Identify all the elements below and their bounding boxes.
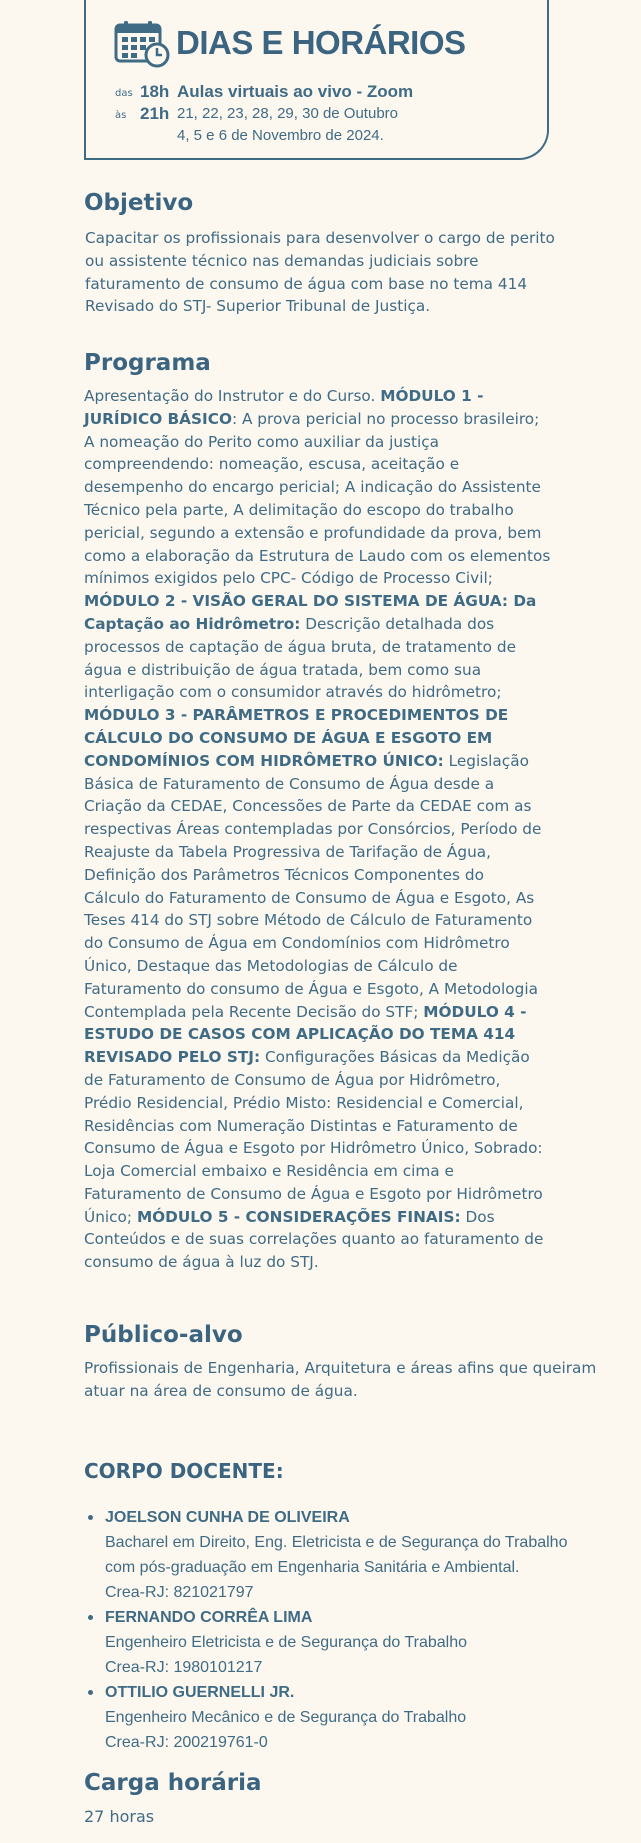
programa-line (84, 864, 550, 887)
programa-run: Criação da CEDAE, Concessões de Parte da CEDAE com as (84, 797, 532, 816)
programa-run: Configurações Básicas da Medição (260, 1048, 530, 1067)
docente-name: OTTILIO GUERNELLI JR. (105, 1684, 295, 1701)
bullet-icon (88, 1690, 93, 1695)
programa-line (84, 431, 550, 454)
programa-bold-run: ESTUDO DE CASOS COM APLICAÇÃO DO TEMA 414 (84, 1025, 516, 1044)
programa-run: Faturamento do consumo de Água e Esgoto, A Metodologia (84, 979, 538, 998)
programa-run: do Consumo de Água em Condomínios com Hidrômetro (84, 934, 510, 953)
docentes-list (84, 1505, 624, 1755)
programa-run: Dos (460, 1207, 495, 1226)
carga-heading: Carga horária (84, 1770, 262, 1796)
programa-run: mínimos exigidos pelo CPC- Código de Processo Civil; (84, 569, 493, 588)
programa-run: Contemplada pela Recente Decisão do STF; (84, 1002, 424, 1021)
programa-line (84, 1251, 550, 1274)
objetivo-line: Capacitar os profissionais para desenvolver o cargo de perito (85, 229, 555, 247)
programa-line (84, 1206, 550, 1229)
programa-run: Loja Comercial embaixo e Residência em cima e (84, 1162, 454, 1181)
programa-run: Reajuste da Tabela Progressiva de Tarifação de Água, (84, 842, 492, 861)
programa-run: consumo de água à luz do STJ. (84, 1253, 319, 1272)
programa-line (84, 1115, 550, 1138)
programa-line (84, 887, 550, 910)
publico-text (84, 1357, 596, 1403)
list-item (84, 1605, 624, 1680)
schedule-subtitle: Aulas virtuais ao vivo - Zoom (177, 82, 414, 101)
to-hour: 21h (140, 104, 170, 123)
programa-line (84, 453, 550, 476)
programa-run: Cálculo do Faturamento de Consumo de Água e Esgoto, As (84, 888, 535, 907)
programa-line (84, 909, 550, 932)
programa-run: : A prova pericial no processo brasileiro; (231, 409, 540, 428)
programa-text (84, 385, 550, 1274)
programa-run: Apresentação do Instrutor e do Curso. (84, 387, 381, 405)
programa-line (84, 704, 550, 727)
programa-line (84, 522, 550, 545)
programa-run: Conteúdos e de suas correlações quanto ao faturamento de (84, 1230, 544, 1249)
programa-bold-run: JURÍDICO BÁSICO (84, 409, 232, 428)
programa-run: Básica de Faturamento de Consumo de Água desde a (84, 774, 495, 793)
programa-run: pericial, segundo a extensão e profundidade da prova, bem (84, 523, 542, 542)
programa-run: Único; (84, 1207, 137, 1226)
programa-run: Teses 414 do STJ sobre Método de Cálculo de Faturamento (84, 911, 533, 930)
programa-run: Residências com Numeração Distintas e Faturamento de (84, 1116, 518, 1135)
programa-line (84, 659, 550, 682)
programa-run: processos de captação de água bruta, de tratamento de (84, 637, 516, 656)
programa-run: água e distribuição de água tratada, bem como sua (84, 660, 482, 679)
programa-run: como a elaboração da Estrutura de Laudo com os elementos (84, 546, 551, 565)
programa-run: de Faturamento de Consumo de Água por Hidrômetro, (84, 1070, 501, 1089)
objetivo-heading: Objetivo (84, 190, 194, 216)
programa-line (84, 613, 550, 636)
docente-line: Crea-RJ: 200219761-0 (105, 1734, 268, 1751)
programa-line (84, 408, 550, 431)
docente-line: Crea-RJ: 821021797 (105, 1584, 254, 1601)
programa-run: A nomeação do Perito como auxiliar da justiça (84, 432, 440, 451)
programa-line (84, 1046, 550, 1069)
carga-value: 27 horas (84, 1807, 155, 1826)
programa-line (84, 636, 550, 659)
programa-line (84, 1137, 550, 1160)
list-item (84, 1505, 624, 1605)
programa-run: Legislação (443, 751, 529, 770)
calendar-clock-icon (114, 20, 170, 68)
programa-line (84, 499, 550, 522)
programa-line (84, 681, 550, 704)
schedule-title: DIAS E HORÁRIOS (176, 24, 466, 61)
programa-run: Consumo de Água e Esgoto por Hidrômetro Único, Sobrado: (84, 1139, 543, 1158)
publico-line: Profissionais de Engenharia, Arquitetura e áreas afins que queiram (84, 1359, 597, 1377)
programa-line (84, 1069, 550, 1092)
programa-line (84, 1092, 550, 1115)
programa-line (84, 818, 550, 841)
publico-line: atuar na área de consumo de água. (84, 1381, 358, 1400)
programa-run: Definição dos Parâmetros Técnicos Componentes do (84, 865, 484, 884)
docente-name: FERNANDO CORRÊA LIMA (105, 1609, 313, 1626)
docente-line: com pós-graduação em Engenharia Sanitária e Ambiental. (105, 1559, 520, 1576)
docente-line: Engenheiro Eletricista e de Segurança do Trabalho (105, 1634, 468, 1651)
programa-run: Técnico pela parte, A delimitação do escopo do trabalho (84, 500, 514, 519)
programa-line (84, 1228, 550, 1251)
programa-line (84, 727, 550, 750)
from-hour: 18h (140, 82, 170, 101)
programa-line (84, 955, 550, 978)
programa-line (84, 1183, 550, 1206)
programa-heading: Programa (84, 350, 211, 376)
list-item (84, 1680, 624, 1755)
programa-run: desempenho do encargo pericial; A indicação do Assistente (84, 478, 541, 497)
schedule-dates-1: 21, 22, 23, 28, 29, 30 de Outubro (177, 105, 399, 122)
programa-bold-run: MÓDULO 2 - VISÃO GERAL DO SISTEMA DE ÁGUA: Da (84, 592, 537, 611)
docente-line: Engenheiro Mecânico e de Segurança do Trabalho (105, 1709, 467, 1726)
docente-line: Crea-RJ: 1980101217 (105, 1659, 263, 1676)
programa-run: respectivas Áreas contempladas por Consórcios, Período de (84, 820, 542, 839)
docente-name: JOELSON CUNHA DE OLIVEIRA (105, 1509, 350, 1526)
programa-line (84, 1023, 550, 1046)
docentes-heading: CORPO DOCENTE: (84, 1459, 284, 1483)
bullet-icon (88, 1615, 93, 1620)
programa-run: Prédio Residencial, Prédio Misto: Residencial e Comercial, (84, 1093, 524, 1112)
programa-line (84, 1001, 550, 1024)
programa-line (84, 841, 550, 864)
programa-bold-run: MÓDULO 5 - CONSIDERAÇÕES FINAIS: (136, 1207, 461, 1226)
programa-run: Único, Destaque das Metodologias de Cálculo de (84, 956, 458, 975)
programa-bold-run: CÁLCULO DO CONSUMO DE ÁGUA E ESGOTO EM (84, 728, 493, 747)
programa-run: Descrição detalhada dos (300, 614, 495, 633)
docente-line: Bacharel em Direito, Eng. Eletricista e de Segurança do Trabalho (105, 1534, 568, 1551)
programa-line (84, 545, 550, 568)
programa-line (84, 750, 550, 773)
programa-bold-run: CONDOMÍNIOS COM HIDRÔMETRO ÚNICO: (84, 751, 444, 770)
programa-line (84, 773, 550, 796)
programa-line (84, 476, 550, 499)
programa-bold-run: Captação ao Hidrômetro: (84, 614, 301, 633)
programa-bold-run: MÓDULO 1 - (380, 387, 484, 405)
publico-heading: Público-alvo (84, 1322, 243, 1348)
bullet-icon (88, 1515, 93, 1520)
programa-bold-run: MÓDULO 4 - (423, 1002, 527, 1021)
programa-line (84, 567, 550, 590)
programa-line (84, 932, 550, 955)
from-label: das (115, 88, 133, 99)
programa-run: Faturamento de Consumo de Água e Esgoto por Hidrômetro (84, 1184, 543, 1203)
programa-line (84, 978, 550, 1001)
objetivo-line: ou assistente técnico nas demandas judiciais sobre (85, 251, 479, 270)
programa-run: interligação com o consumidor através do hidrômetro; (84, 683, 502, 702)
programa-line (84, 385, 550, 408)
programa-bold-run: REVISADO PELO STJ: (84, 1048, 261, 1067)
programa-bold-run: MÓDULO 3 - PARÂMETROS E PROCEDIMENTOS DE (84, 706, 509, 725)
to-label: às (115, 110, 127, 121)
schedule-dates-2: 4, 5 e 6 de Novembro de 2024. (177, 127, 384, 144)
objetivo-line: Revisado do STJ- Superior Tribunal de Justiça. (85, 297, 431, 316)
programa-run: compreendendo: nomeação, escusa, aceitação e (84, 455, 460, 474)
programa-line (84, 795, 550, 818)
programa-line (84, 590, 550, 613)
objetivo-line: faturamento de consumo de água com base no tema 414 (85, 274, 528, 293)
programa-line (84, 1160, 550, 1183)
objetivo-text (85, 227, 555, 318)
